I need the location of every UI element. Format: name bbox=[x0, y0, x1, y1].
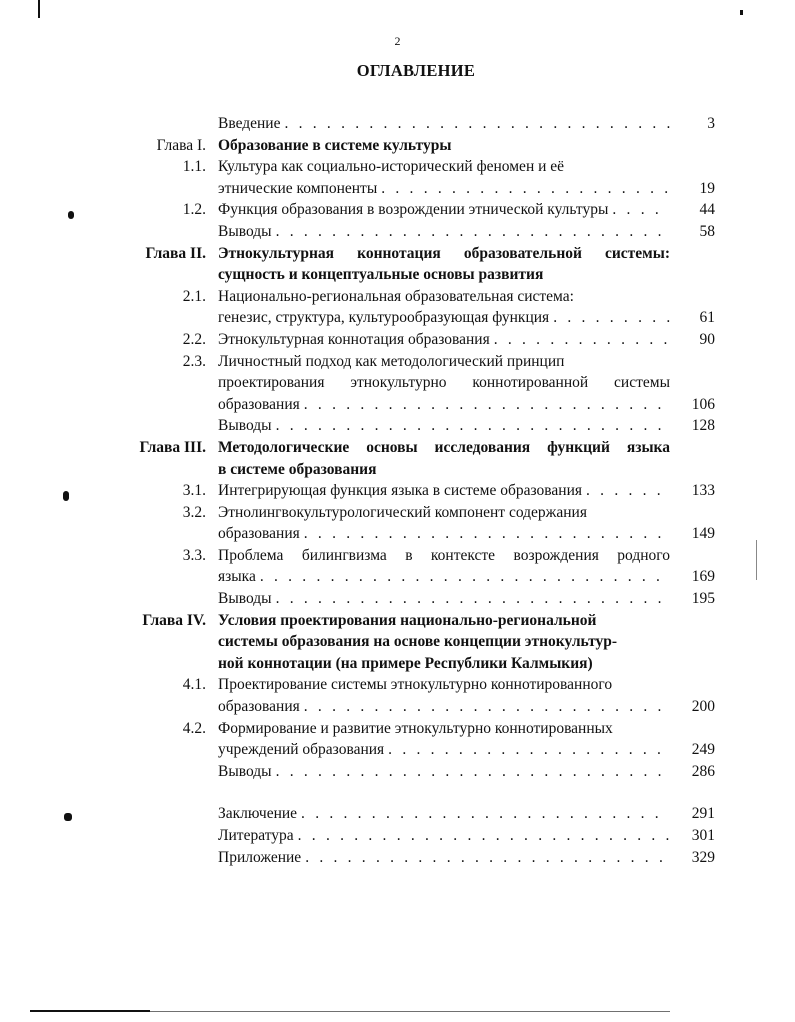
scan-mark bbox=[64, 813, 72, 821]
section-title: Формирование и развитие этнокультурно коннотированных bbox=[218, 719, 613, 737]
section-number: 2.3. bbox=[182, 352, 206, 370]
page-ref: 286 bbox=[691, 762, 715, 780]
section-1-2 bbox=[0, 199, 795, 221]
scan-line bbox=[30, 1010, 150, 1012]
chapter-3-heading-line1 bbox=[0, 437, 795, 459]
page-ref: 291 bbox=[691, 805, 715, 823]
section-title: Культура как социально-исторический феномен и её bbox=[218, 158, 565, 176]
dot-leader bbox=[260, 566, 670, 588]
chapter-4-heading-line3 bbox=[0, 653, 795, 675]
page-ref: 149 bbox=[691, 525, 715, 543]
dot-leader bbox=[304, 523, 670, 545]
chapter-4-conclusions bbox=[0, 761, 795, 783]
scan-mark bbox=[68, 211, 74, 219]
section-number: 4.1. bbox=[182, 676, 206, 694]
chapter-title-cont: сущность и концептуальные основы развития bbox=[218, 266, 544, 284]
section-3-1 bbox=[0, 480, 795, 502]
dot-leader bbox=[301, 803, 670, 825]
section-number: 1.2. bbox=[182, 201, 206, 219]
section-4-2-line2 bbox=[0, 739, 795, 761]
section-title: Личностный подход как методологический принцип bbox=[218, 352, 565, 370]
section-title-cont: образования bbox=[218, 698, 300, 716]
chapter-4-heading-line2 bbox=[0, 631, 795, 653]
scan-line bbox=[150, 1011, 670, 1012]
toc-entry-appendix bbox=[0, 847, 795, 869]
dot-leader bbox=[276, 588, 670, 610]
section-4-1-line1 bbox=[0, 674, 795, 696]
dot-leader bbox=[305, 847, 670, 869]
dot-leader bbox=[276, 221, 670, 243]
page-ref: 195 bbox=[691, 590, 715, 608]
table-of-contents bbox=[0, 113, 795, 868]
section-title: Проектирование системы этнокультурно коннотированного bbox=[218, 676, 613, 694]
section-title: Национально-региональная образовательная система: bbox=[218, 287, 574, 305]
entry-title: Выводы bbox=[218, 222, 272, 240]
section-title: Интегрирующая функция языка в системе образования bbox=[218, 482, 583, 500]
section-number: 1.1. bbox=[182, 158, 206, 176]
dot-leader bbox=[304, 394, 670, 416]
scan-mark bbox=[38, 0, 40, 18]
section-2-1-line2 bbox=[0, 307, 795, 329]
entry-title: Выводы bbox=[218, 762, 272, 780]
page-ref: 58 bbox=[699, 222, 715, 240]
scan-mark bbox=[63, 491, 69, 501]
page-ref: 19 bbox=[699, 179, 715, 197]
section-number: 2.1. bbox=[182, 287, 206, 305]
chapter-title: Методологические основы исследования функций языка bbox=[218, 438, 670, 456]
entry-title: Приложение bbox=[218, 848, 302, 866]
entry-title: Заключение bbox=[218, 805, 298, 823]
chapter-title-cont: в системе образования bbox=[218, 460, 377, 478]
entry-title: Введение bbox=[218, 115, 281, 132]
entry-title: Выводы bbox=[218, 417, 272, 435]
chapter-2-heading-line1 bbox=[0, 243, 795, 265]
section-2-3-line2 bbox=[0, 372, 795, 394]
page-ref: 61 bbox=[699, 309, 715, 327]
chapter-2-heading-line2 bbox=[0, 264, 795, 286]
section-title-cont: образования bbox=[218, 395, 300, 413]
page-ref: 133 bbox=[691, 482, 715, 500]
chapter-title-cont: системы образования на основе концепции этнокультур- bbox=[218, 633, 618, 651]
section-1-1-line2 bbox=[0, 178, 795, 200]
section-title: Проблема билингвизма в контексте возрождения родного bbox=[218, 546, 670, 564]
dot-leader bbox=[284, 113, 670, 135]
section-number: 3.1. bbox=[182, 482, 206, 500]
chapter-label: Глава III. bbox=[139, 438, 206, 456]
page-ref: 249 bbox=[691, 741, 715, 759]
dot-leader bbox=[388, 739, 670, 761]
toc-entry-literature bbox=[0, 825, 795, 847]
page-ref: 90 bbox=[699, 330, 715, 348]
chapter-title: Образование в системе культуры bbox=[218, 136, 452, 154]
section-3-2-line2 bbox=[0, 523, 795, 545]
page-ref: 44 bbox=[699, 201, 715, 219]
chapter-label: Глава IV. bbox=[142, 611, 206, 629]
section-number: 3.2. bbox=[182, 503, 206, 521]
section-number: 4.2. bbox=[182, 719, 206, 737]
page-ref: 200 bbox=[691, 698, 715, 716]
section-title-cont: учреждений образования bbox=[218, 741, 385, 759]
section-number: 2.2. bbox=[182, 330, 206, 348]
section-1-1-line1 bbox=[0, 156, 795, 178]
page-ref: 128 bbox=[691, 417, 715, 435]
chapter-2-conclusions bbox=[0, 415, 795, 437]
section-title-cont: этнические компоненты bbox=[218, 179, 378, 197]
dot-leader bbox=[298, 825, 670, 847]
section-title-cont: языка bbox=[218, 568, 256, 586]
section-2-2 bbox=[0, 329, 795, 351]
dot-leader bbox=[553, 307, 670, 329]
chapter-title: Этнокультурная коннотация образовательной системы: bbox=[218, 244, 670, 262]
toc-entry-conclusion bbox=[0, 803, 795, 825]
entry-title: Литература bbox=[218, 827, 294, 844]
section-title-cont: образования bbox=[218, 525, 300, 543]
chapter-1-conclusions bbox=[0, 221, 795, 243]
section-4-2-line1 bbox=[0, 718, 795, 740]
section-2-3-line3 bbox=[0, 394, 795, 416]
chapter-title: Условия проектирования национально-региональной bbox=[218, 611, 597, 629]
section-2-3-line1 bbox=[0, 351, 795, 373]
chapter-label: Глава II. bbox=[145, 244, 206, 262]
chapter-3-conclusions bbox=[0, 588, 795, 610]
section-title: Этнокультурная коннотация образования bbox=[218, 330, 490, 348]
page-title: ОГЛАВЛЕНИЕ bbox=[356, 61, 476, 80]
scan-mark bbox=[740, 10, 743, 15]
chapter-1-heading bbox=[0, 135, 795, 157]
section-4-1-line2 bbox=[0, 696, 795, 718]
page-ref: 169 bbox=[691, 568, 715, 586]
dot-leader bbox=[612, 199, 670, 221]
dot-leader bbox=[586, 480, 670, 502]
dot-leader bbox=[276, 761, 670, 783]
section-title: Этнолингвокультурологический компонент содержания bbox=[218, 503, 587, 521]
chapter-3-heading-line2 bbox=[0, 459, 795, 481]
dot-leader bbox=[381, 178, 670, 200]
section-title-cont: генезис, структура, культурообразующая функция bbox=[218, 309, 550, 327]
toc-entry-intro bbox=[0, 113, 795, 135]
chapter-label: Глава I. bbox=[156, 136, 206, 154]
page-ref: 301 bbox=[691, 827, 715, 844]
dot-leader bbox=[304, 696, 670, 718]
section-number: 3.3. bbox=[182, 546, 206, 564]
section-3-3-line1 bbox=[0, 545, 795, 567]
section-2-1-line1 bbox=[0, 286, 795, 308]
scan-mark bbox=[756, 540, 757, 580]
page-ref: 106 bbox=[691, 395, 715, 413]
chapter-title-cont: ной коннотации (на примере Республики Калмыкия) bbox=[218, 654, 593, 672]
page-ref: 329 bbox=[691, 848, 715, 866]
page-number: 2 bbox=[394, 34, 401, 48]
section-title-cont: проектирования этнокультурно коннотированной системы bbox=[218, 374, 670, 392]
dot-leader bbox=[494, 329, 670, 351]
chapter-4-heading-line1 bbox=[0, 610, 795, 632]
section-title: Функция образования в возрождении этнической культуры bbox=[218, 201, 609, 219]
section-3-2-line1 bbox=[0, 502, 795, 524]
dot-leader bbox=[276, 415, 670, 437]
page-ref: 3 bbox=[707, 115, 715, 132]
section-3-3-line2 bbox=[0, 566, 795, 588]
entry-title: Выводы bbox=[218, 590, 272, 608]
